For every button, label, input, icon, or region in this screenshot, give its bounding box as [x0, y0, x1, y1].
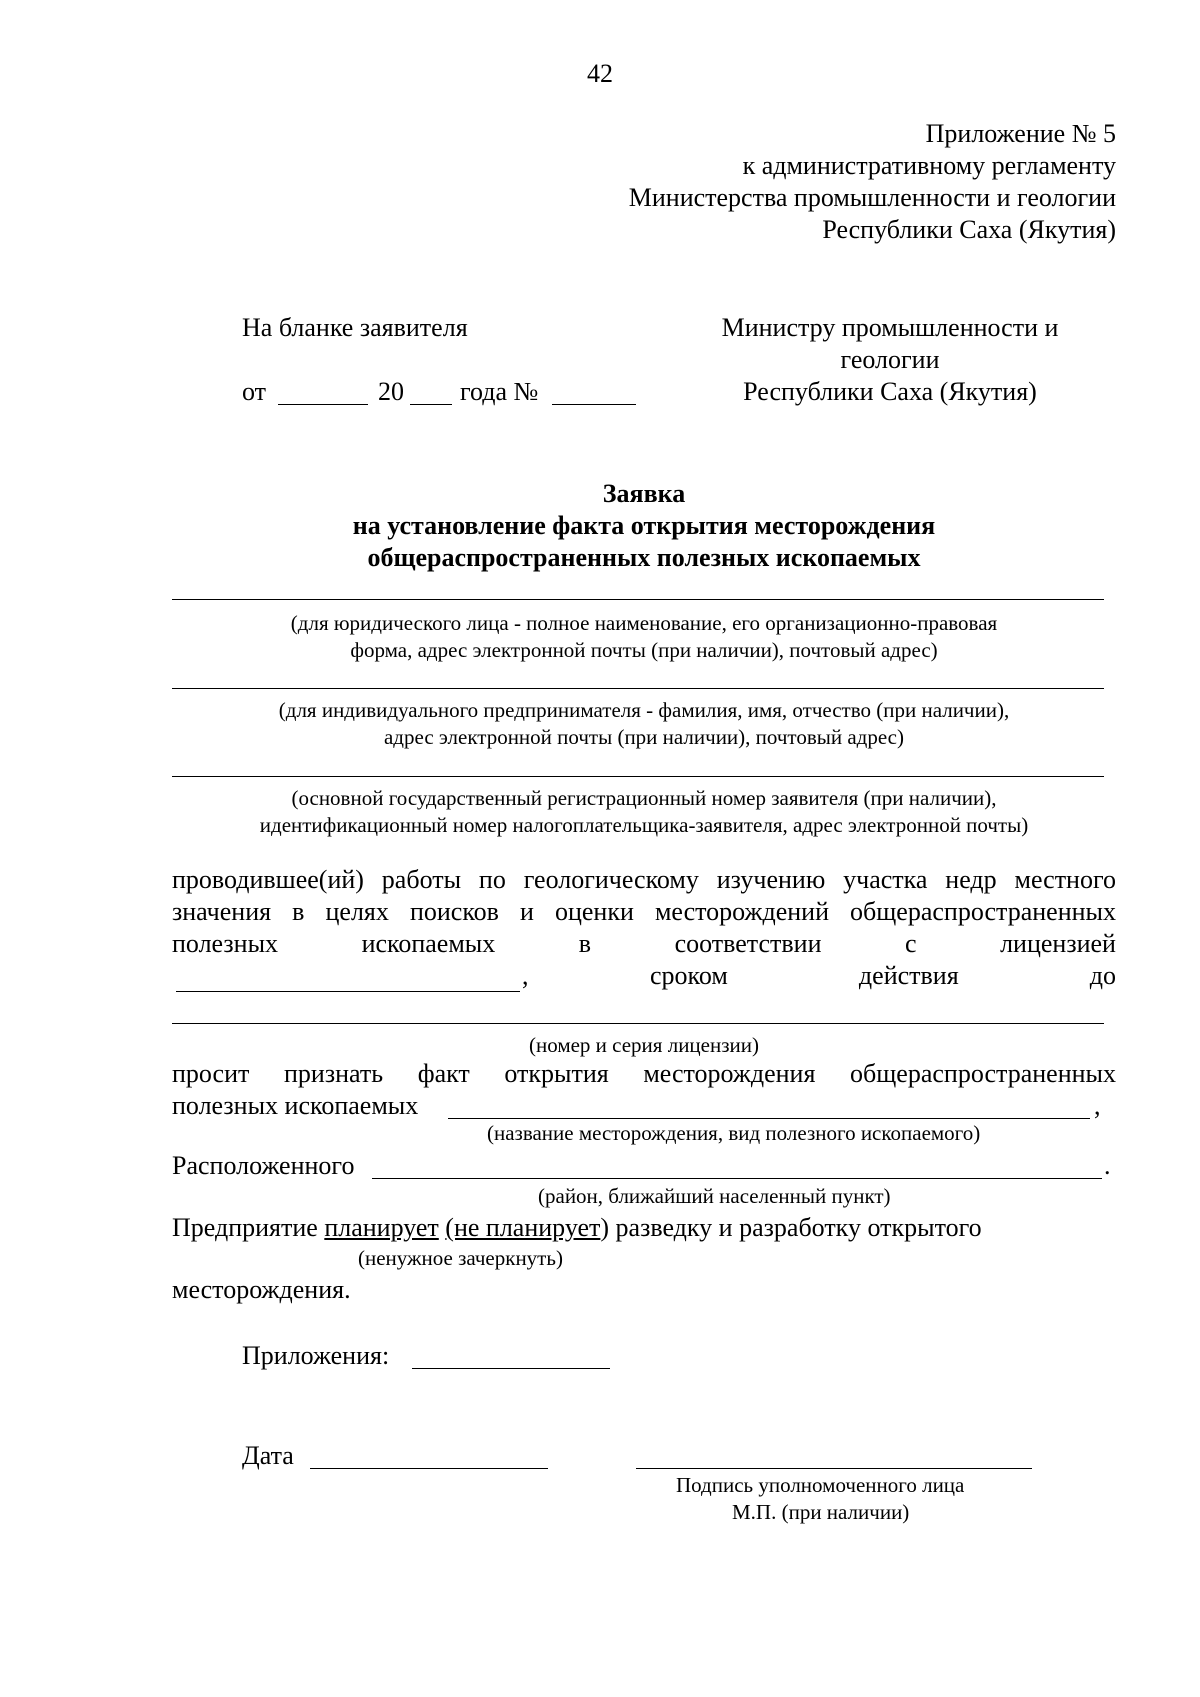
- request-line-1: просит признать факт открытия месторождения общераспространенных: [172, 1059, 1116, 1088]
- legal-entity-hint-1: (для юридического лица - полное наименование, его организационно-правовая: [290, 611, 998, 635]
- body-word: в: [578, 929, 592, 958]
- addressee-line-2: геологии: [840, 345, 940, 374]
- entrepreneur-hint-1: (для индивидуального предпринимателя - фамилия, имя, отчество (при наличии),: [278, 698, 1010, 722]
- license-comma: ,: [522, 961, 529, 990]
- addressee-line-1: Министру промышленности и: [721, 313, 1059, 342]
- signature-field[interactable]: [636, 1468, 1032, 1469]
- plans-rest: ) разведку и разработку открытого: [600, 1213, 982, 1242]
- body-word: соответствии: [674, 929, 822, 958]
- entrepreneur-field[interactable]: [172, 688, 1104, 689]
- appendix-line-4: Республики Саха (Якутия): [822, 215, 1116, 244]
- signature-hint: Подпись уполномоченного лица: [676, 1473, 965, 1497]
- legal-entity-field[interactable]: [172, 599, 1104, 600]
- request-line-2: полезных ископаемых: [172, 1091, 419, 1120]
- attachments-field[interactable]: [412, 1368, 610, 1369]
- registration-hint-2: идентификационный номер налогоплательщика-заявителя, адрес электронной почты): [259, 813, 1029, 837]
- body-word: до: [1089, 961, 1116, 990]
- stamp-hint: М.П. (при наличии): [732, 1500, 910, 1524]
- blank-label: На бланке заявителя: [242, 313, 468, 342]
- plans-option-yes: планирует: [324, 1213, 439, 1242]
- plans-line-2: месторождения.: [172, 1275, 351, 1304]
- registration-numbers-field[interactable]: [172, 776, 1104, 777]
- body-word: действия: [858, 961, 959, 990]
- appendix-line-1: Приложение № 5: [925, 119, 1116, 148]
- appendix-line-2: к административному регламенту: [742, 151, 1116, 180]
- date-day-field[interactable]: [278, 404, 368, 405]
- addressee-line-3: Республики Саха (Якутия): [743, 377, 1037, 406]
- document-title: Заявка: [602, 479, 686, 508]
- body-word: сроком: [650, 961, 728, 990]
- validity-words: [650, 960, 1116, 992]
- page-number: 42: [587, 59, 613, 88]
- registration-hint-1: (основной государственный регистрационный номер заявителя (при наличии),: [291, 786, 997, 810]
- deposit-comma: ,: [1094, 1091, 1101, 1120]
- entrepreneur-hint-2: адрес электронной почты (при наличии), почтовый адрес): [383, 725, 905, 749]
- date-field[interactable]: [310, 1468, 548, 1469]
- date-year-prefix: 20: [378, 377, 404, 406]
- date-year-field[interactable]: [410, 404, 452, 405]
- license-number-field[interactable]: [176, 991, 520, 992]
- document-subtitle-2: общераспространенных полезных ископаемых: [367, 543, 921, 572]
- license-hint: (номер и серия лицензии): [528, 1033, 759, 1057]
- location-hint: (район, ближайший населенный пункт): [538, 1184, 891, 1208]
- date-prefix: от: [242, 377, 267, 406]
- date-number-label: года №: [460, 377, 539, 406]
- license-validity-field[interactable]: [172, 1023, 1104, 1024]
- body-word: с: [905, 929, 917, 958]
- location-label: Расположенного: [172, 1151, 355, 1180]
- document-number-field[interactable]: [552, 404, 636, 405]
- body-word: полезных: [172, 929, 279, 958]
- strike-hint: (ненужное зачеркнуть): [358, 1246, 563, 1270]
- body-word: ископаемых: [361, 929, 496, 958]
- plans-option-no: (не планирует: [445, 1213, 601, 1242]
- body-word: лицензией: [1000, 929, 1116, 958]
- plans-subject: Предприятие: [172, 1213, 318, 1242]
- deposit-name-field[interactable]: [448, 1118, 1090, 1119]
- location-period: .: [1104, 1151, 1111, 1180]
- body-line-1: проводившее(ий) работы по геологическому изучению участка недр местного: [172, 865, 1116, 894]
- deposit-hint: (название месторождения, вид полезного ископаемого): [487, 1121, 981, 1145]
- body-line-3: [172, 928, 1116, 960]
- appendix-line-3: Министерства промышленности и геологии: [628, 183, 1116, 212]
- body-line-2: значения в целях поисков и оценки месторождений общераспространенных: [172, 897, 1116, 926]
- location-field[interactable]: [372, 1178, 1102, 1179]
- plans-line-1: [172, 1212, 982, 1244]
- document-subtitle-1: на установление факта открытия месторождения: [352, 511, 936, 540]
- date-label: Дата: [242, 1441, 294, 1470]
- legal-entity-hint-2: форма, адрес электронной почты (при наличии), почтовый адрес): [350, 638, 938, 662]
- attachments-label: Приложения:: [242, 1341, 390, 1370]
